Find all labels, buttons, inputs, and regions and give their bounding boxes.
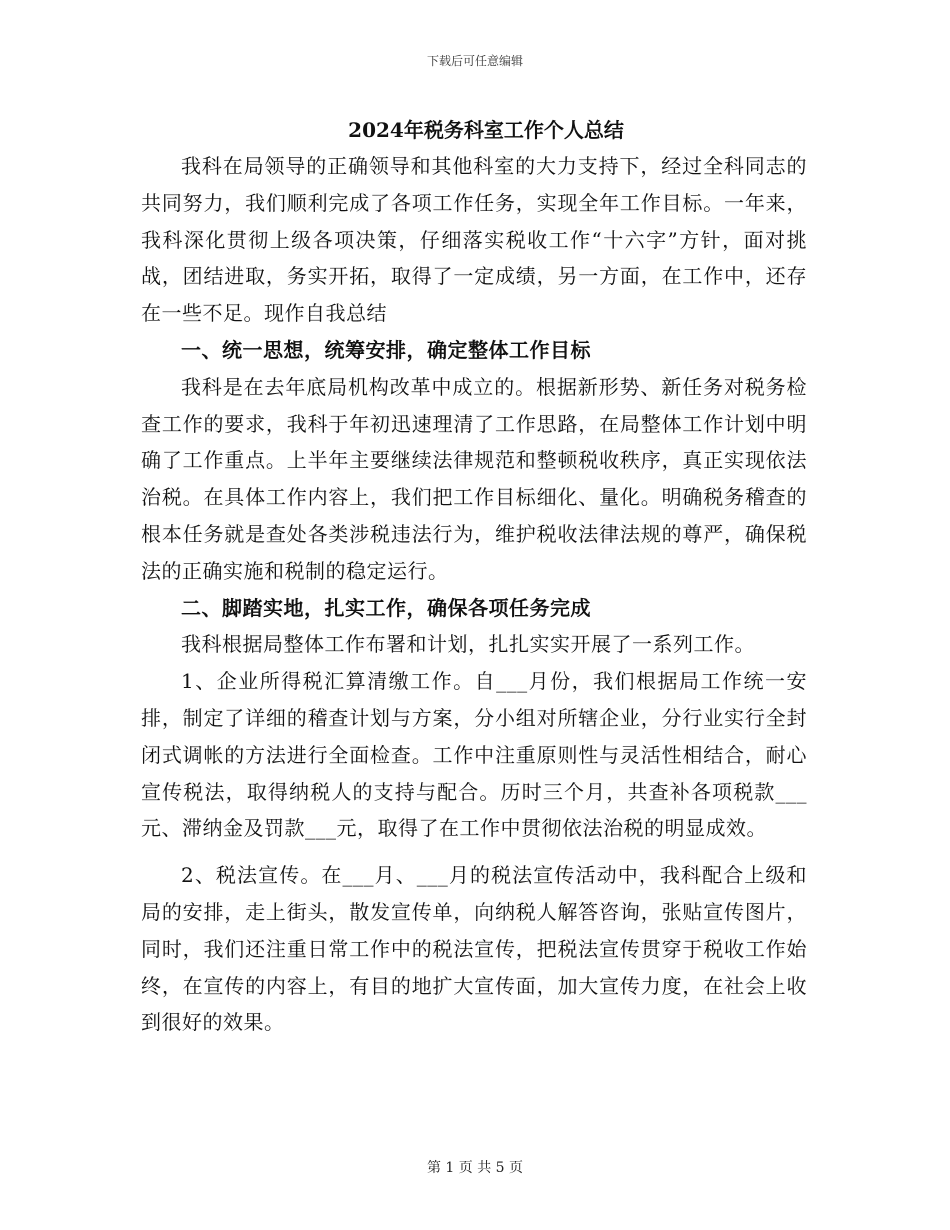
- paragraph-3: 1、企业所得税汇算清缴工作。自___月份，我们根据局工作统一安排，制定了详细的稽查计划与方案，分小组对所辖企业，分行业实行全封闭式调帐的方法进行全面检查。工作中注重原则性与灵活性相结合，耐心宣传税法，取得纳税人的支持与配合。历时三个月，共查补各项税款___元、滞纳金及罚款___元，取得了在工作中贯彻依法治税的明显成效。: [141, 669, 807, 841]
- header-note: 下载后可任意编辑: [426, 54, 523, 68]
- paragraph-1: 我科是在去年底局机构改革中成立的。根据新形势、新任务对税务检查工作的要求，我科于年初迅速理清了工作思路，在局整体工作计划中明确了工作重点。上半年主要继续法律规范和整顿税收秩序，真正实现依法治税。在具体工作内容上，我们把工作目标细化、量化。明确税务稽查的根本任务就是查处各类涉税违法行为，维护税收法律法规的尊严，确保税法的正确实施和税制的稳定运行。: [141, 374, 807, 583]
- document-title: 2024年税务科室工作个人总结: [348, 118, 624, 142]
- paragraph-2: 我科根据局整体工作布署和计划，扎扎实实开展了一系列工作。: [181, 632, 755, 657]
- page-footer: 第 1 页 共 5 页: [426, 1160, 524, 1176]
- document-body: [141, 112, 807, 1041]
- paragraph-4: 2、税法宣传。在___月、___月的税法宣传活动中，我科配合上级和局的安排，走上街头，散发宣传单，向纳税人解答咨询，张贴宣传图片，同时，我们还注重日常工作中的税法宣传，把税法宣传贯穿于税收工作始终，在宣传的内容上，有目的地扩大宣传面，加大宣传力度，在社会上收到很好的效果。: [141, 863, 807, 1035]
- section-heading-2: 二、脚踏实地，扎实工作，确保各项任务完成: [181, 595, 591, 620]
- section-heading-1: 一、统一思想，统筹安排，确定整体工作目标: [181, 337, 591, 362]
- paragraph-intro: 我科在局领导的正确领导和其他科室的大力支持下，经过全科同志的共同努力，我们顺利完成了各项工作任务，实现全年工作目标。一年来，我科深化贯彻上级各项决策，仔细落实税收工作“十六字”方针，面对挑战，团结进取，务实开拓，取得了一定成绩，另一方面，在工作中，还存在一些不足。现作自我总结: [141, 154, 807, 326]
